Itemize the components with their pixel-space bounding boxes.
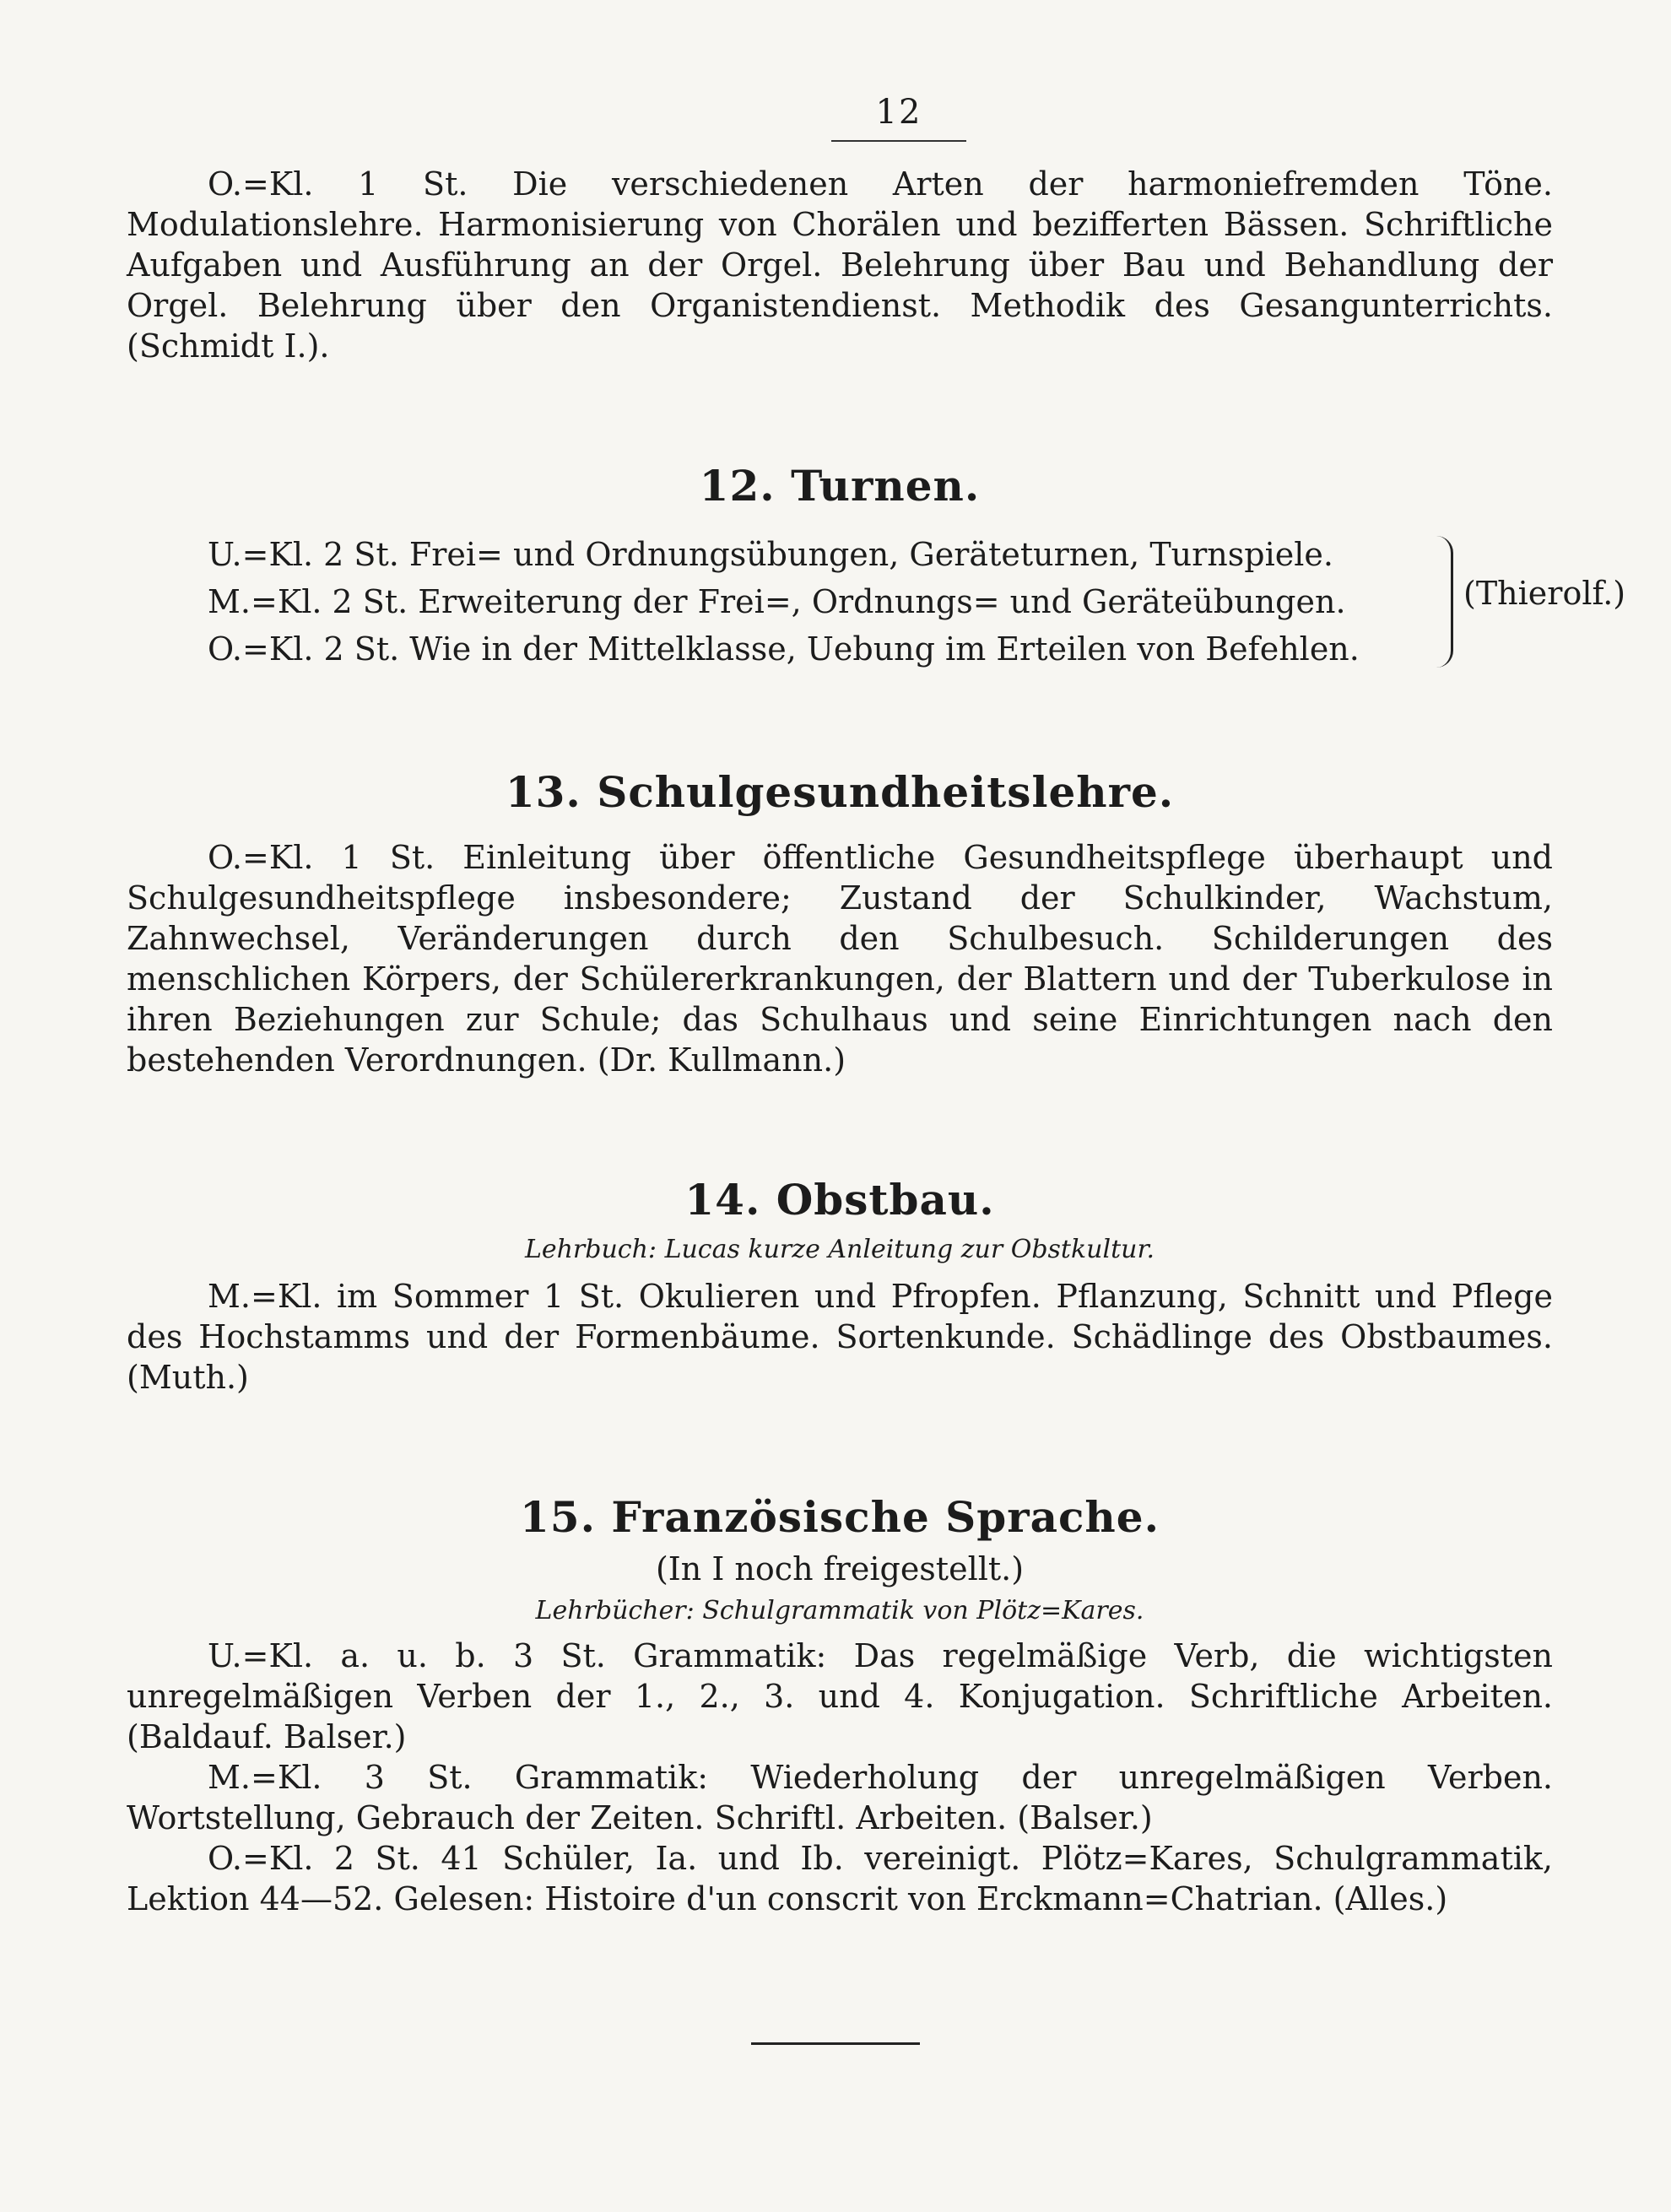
franzoesisch-note: (In I noch freigestellt.) [655,1550,1025,1587]
franzoesisch-mittelklasse-paragraph: M.=Kl. 3 St. Grammatik: Wiederholung der unregelmäßigen Verben. Wortstellung, Gebrauch der Zeiten. Schriftl. Arbeiten. (Balser.) [127,1759,1553,1836]
section-heading-schulgesundheitslehre: 13. Schulgesundheitslehre. [505,767,1175,817]
turnen-line-unterklasse: U.=Kl. 2 St. Frei= und Ordnungsübungen, Geräteturnen, Turnspiele. [208,536,1333,573]
franzoesisch-unterklasse-paragraph: U.=Kl. a. u. b. 3 St. Grammatik: Das regelmäßige Verb, die wichtigsten unregelmäßigen Verben der 1., 2., 3. und 4. Konjugation. Schriftliche Arbeiten. (Baldauf. Balser.) [127,1637,1553,1755]
section-heading-franzoesisch: 15. Französische Sprache. [520,1492,1160,1542]
franzoesisch-oberklasse-paragraph: O.=Kl. 2 St. 41 Schüler, Ia. und Ib. vereinigt. Plötz=Kares, Schulgrammatik, Lektion 44—52. Gelesen: Histoire d'un conscrit von Erckmann=Chatrian. (Alles.) [127,1840,1553,1917]
schulgesundheitslehre-paragraph: O.=Kl. 1 St. Einleitung über öffentliche Gesundheitspflege überhaupt und Schulgesundheitspflege insbesondere; Zustand der Schulkinder, Wachstum, Zahnwechsel, Veränderungen durch den Schulbesuch. Schilderungen des menschlichen Körpers, der Schülererkrankungen, der Blattern und der Tuberkulose in ihren Beziehungen zur Schule; das Schulhaus und seine Einrichtungen nach den bestehenden Verordnungen. (Dr. Kullmann.) [127,839,1553,1079]
franzoesisch-textbook: Lehrbücher: Schulgrammatik von Plötz=Kares. [535,1596,1144,1625]
page-body [127,93,1626,1919]
turnen-teacher: (Thierolf.) [1463,575,1626,612]
section-heading-obstbau: 14. Obstbau. [684,1175,995,1225]
turnen-line-mittelklasse: M.=Kl. 2 St. Erweiterung der Frei=, Ordnungs= und Geräteübungen. [208,583,1346,620]
footer-rule [751,2042,920,2045]
obstbau-textbook: Lehrbuch: Lucas kurze Anleitung zur Obstkultur. [524,1235,1155,1264]
obstbau-paragraph: M.=Kl. im Sommer 1 St. Okulieren und Pfropfen. Pflanzung, Schnitt und Pflege des Hochstamms und der Formenbäume. Sortenkunde. Schädlinge des Obstbaumes. (Muth.) [127,1278,1553,1396]
music-oberklasse-paragraph: O.=Kl. 1 St. Die verschiedenen Arten der harmoniefremden Töne. Modulationslehre. Harmonisierung von Chorälen und bezifferten Bässen. Schriftliche Aufgaben und Ausführung an der Orgel. Belehrung über Bau und Behandlung der Orgel. Belehrung über den Organistendienst. Methodik des Gesangunterrichts. (Schmidt I.). [127,165,1553,365]
header-rule [831,140,966,142]
grouping-brace [1436,536,1453,668]
turnen-schedule [208,531,1626,673]
section-heading-turnen: 12. Turnen. [699,461,981,511]
turnen-line-oberklasse: O.=Kl. 2 St. Wie in der Mittelklasse, Uebung im Erteilen von Befehlen. [208,630,1360,668]
page-number: 12 [875,93,922,132]
